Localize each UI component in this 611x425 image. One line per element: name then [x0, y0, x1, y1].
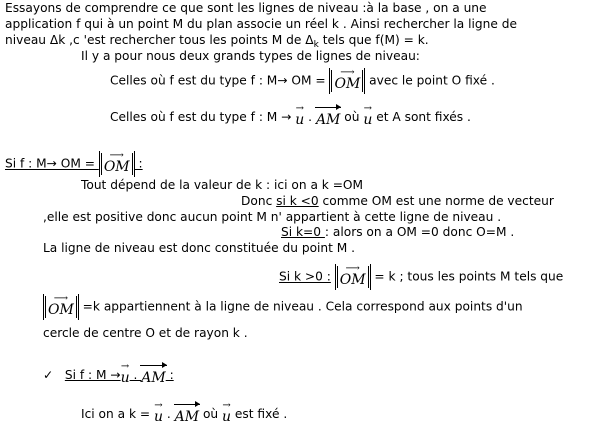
arrow-icon: →	[120, 361, 130, 372]
arrow-icon: →	[363, 103, 373, 114]
vec-om	[339, 262, 366, 288]
vec-label: u	[120, 370, 130, 386]
vec-label: u	[295, 112, 305, 128]
text: .	[304, 110, 316, 124]
text: Ici on a k =	[81, 407, 154, 421]
vec-label: u	[363, 112, 373, 128]
text: : alors on a OM =0 donc O=M .	[324, 225, 515, 239]
vec-label: OM	[334, 75, 361, 92]
types-intro	[81, 49, 420, 63]
vector-am	[316, 108, 340, 127]
vec-label: u	[222, 409, 232, 425]
arrow-icon: →	[222, 400, 231, 411]
arrow-icon	[315, 107, 341, 108]
para-line-7	[43, 294, 523, 320]
text: Essayons de comprendre ce que sont les lignes de niveau :à la base , on a une	[5, 1, 487, 15]
text: où	[340, 110, 364, 124]
arrow-icon: →	[154, 400, 163, 411]
vector-u	[363, 103, 373, 128]
text: .	[163, 407, 175, 421]
vector-om	[101, 149, 133, 175]
text: La ligne de niveau est donc constituée du point M .	[43, 241, 356, 255]
text: Celles où f est du type f : M →	[110, 110, 296, 124]
vec-label: OM	[48, 301, 74, 318]
arrow-icon: ⟶	[53, 292, 69, 304]
text: avec le point O fixé .	[365, 73, 495, 88]
vector-u	[120, 361, 130, 386]
text: Tout dépend de la valeur de k : ici on a k =OM	[81, 178, 364, 192]
vec-label: OM	[103, 158, 130, 175]
para-line-3	[43, 210, 501, 224]
text: Si f : M →	[64, 368, 121, 382]
text: Donc	[241, 194, 277, 208]
vec-om	[334, 66, 361, 92]
vector-om	[337, 262, 369, 288]
intro-line-2	[5, 17, 517, 31]
norm-bars	[329, 68, 365, 94]
norm-bars	[43, 294, 79, 320]
vector-u	[222, 400, 232, 425]
section-norm-heading	[5, 151, 143, 177]
text: application f qui à un point M du plan associe un réel k . Ainsi rechercher la ligne de	[5, 17, 517, 31]
arrow-icon: ⟶	[345, 262, 360, 274]
text: où	[199, 407, 223, 421]
arrow-icon	[140, 365, 166, 366]
arrow-icon: →	[295, 103, 304, 114]
para-line-4	[281, 225, 514, 239]
type-dot-line	[110, 103, 471, 128]
text: cercle de centre O et de rayon k .	[43, 326, 248, 340]
text: = k ; tous les points M tels que	[370, 269, 564, 284]
para-line-6	[279, 264, 563, 290]
text: Si f : M→ OM =	[5, 156, 99, 171]
vector-om	[45, 292, 77, 318]
vec-om	[48, 292, 74, 318]
vec-label: AM	[315, 112, 341, 128]
vector-u	[295, 103, 305, 128]
para-line-9	[81, 400, 288, 425]
text: et A sont fixés .	[372, 110, 471, 124]
text: Il y a pour nous deux grands types de lignes de niveau:	[81, 49, 420, 63]
arrow-icon: ⟶	[340, 66, 355, 78]
text: =k appartiennent à la ligne de niveau . Cela correspond aux points d'un	[78, 299, 523, 314]
vec-label: AM	[174, 409, 200, 425]
case-label: Si k >0 :	[279, 269, 331, 284]
vec-label: OM	[339, 271, 366, 288]
vec-label: AM	[141, 370, 166, 386]
vector-om	[331, 66, 363, 92]
norm-bars	[335, 264, 371, 290]
text: :	[134, 156, 143, 171]
vec-label: u	[153, 409, 164, 425]
section-dot-heading	[43, 361, 174, 386]
case-label: Si k=0	[281, 225, 325, 239]
vec-om	[103, 149, 130, 175]
para-line-2	[241, 194, 554, 208]
text: .	[129, 368, 142, 382]
text: niveau Δk ,c 'est rechercher tous les points M de Δ	[5, 33, 314, 47]
vector-u	[153, 400, 164, 425]
norm-bars	[99, 151, 135, 177]
text: est fixé .	[231, 407, 288, 421]
arrow-icon	[174, 404, 200, 405]
case-label: si k <0	[276, 194, 319, 208]
vector-am	[175, 405, 199, 424]
check-icon: ✓	[43, 368, 54, 382]
text: ,elle est positive donc aucun point M n' appartient à cette ligne de niveau .	[43, 210, 502, 224]
arrow-icon: ⟶	[109, 149, 124, 161]
subscript: k	[313, 40, 319, 50]
para-line-5	[43, 241, 355, 255]
para-line-8	[43, 326, 248, 340]
text: :	[165, 368, 174, 382]
heading-text	[64, 361, 174, 386]
text: comme OM est une norme de vecteur	[318, 194, 554, 208]
text: tels que f(M) = k.	[318, 33, 429, 47]
para-line-1	[81, 178, 363, 192]
text: Celles où f est du type f : M→ OM =	[110, 73, 330, 88]
intro-line-1	[5, 1, 487, 15]
vector-am	[141, 366, 165, 385]
type-norm-line	[110, 68, 495, 94]
